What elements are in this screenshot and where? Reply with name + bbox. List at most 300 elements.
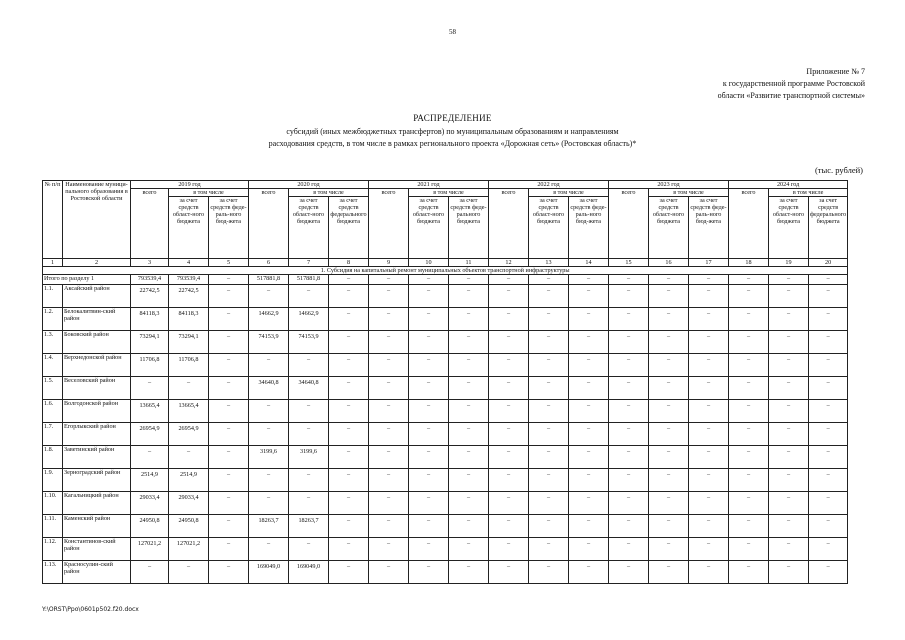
total-row — [43, 275, 848, 285]
cell-value: – — [649, 561, 689, 584]
header-incl: в том числе — [289, 189, 369, 197]
header-regional: за счет средств област-ного бюджета — [529, 197, 569, 259]
cell-value: 34640,8 — [289, 377, 329, 400]
cell-value: – — [169, 377, 209, 400]
header-federal: за счет средств федерального бюджета — [809, 197, 848, 259]
header-total: всего — [369, 189, 409, 259]
cell-value: 29033,4 — [169, 492, 209, 515]
column-number: 20 — [809, 259, 848, 267]
cell-value: – — [449, 423, 489, 446]
cell-value: – — [449, 515, 489, 538]
cell-value: – — [649, 331, 689, 354]
cell-value: – — [569, 492, 609, 515]
cell-value: – — [769, 331, 809, 354]
row-number: 1.10. — [43, 492, 63, 515]
cell-value: – — [449, 400, 489, 423]
cell-value: – — [329, 377, 369, 400]
cell-value: – — [569, 515, 609, 538]
column-number: 5 — [209, 259, 249, 267]
cell-value: – — [409, 308, 449, 331]
header-regional: за счет средств област-ного бюджета — [169, 197, 209, 259]
cell-value: 24950,8 — [131, 515, 169, 538]
appendix-block — [718, 66, 865, 102]
appendix-line-1: Приложение № 7 — [806, 67, 865, 76]
total-value: – — [449, 275, 489, 285]
row-number: 1.11. — [43, 515, 63, 538]
cell-value: – — [289, 354, 329, 377]
total-value: 793539,4 — [169, 275, 209, 285]
column-number: 2 — [63, 259, 131, 267]
cell-value: – — [649, 423, 689, 446]
cell-value: – — [369, 400, 409, 423]
document-title: РАСПРЕДЕЛЕНИЕ — [413, 113, 492, 123]
cell-value: – — [609, 354, 649, 377]
cell-value: – — [689, 354, 729, 377]
cell-value: – — [449, 377, 489, 400]
cell-value: – — [409, 492, 449, 515]
cell-value: – — [209, 492, 249, 515]
cell-value: – — [529, 492, 569, 515]
column-number: 13 — [529, 259, 569, 267]
cell-value: – — [529, 400, 569, 423]
header-incl: в том числе — [769, 189, 848, 197]
cell-value: – — [329, 561, 369, 584]
cell-value: – — [209, 446, 249, 469]
cell-value: 26954,9 — [131, 423, 169, 446]
cell-value: – — [649, 400, 689, 423]
cell-value: – — [769, 492, 809, 515]
cell-value: – — [409, 354, 449, 377]
cell-value: – — [409, 446, 449, 469]
cell-value: – — [489, 538, 529, 561]
cell-value: – — [689, 469, 729, 492]
cell-value: – — [809, 423, 848, 446]
cell-value: – — [289, 492, 329, 515]
cell-value: – — [209, 423, 249, 446]
header-incl: в том числе — [409, 189, 489, 197]
header-no: № п/п — [43, 181, 63, 259]
cell-value: – — [769, 538, 809, 561]
cell-value: 24950,8 — [169, 515, 209, 538]
cell-value: – — [529, 354, 569, 377]
cell-value: – — [729, 446, 769, 469]
total-value: – — [409, 275, 449, 285]
cell-value: 84118,3 — [169, 308, 209, 331]
cell-value: – — [809, 446, 848, 469]
cell-value: – — [329, 285, 369, 308]
cell-value: – — [369, 446, 409, 469]
header-federal: за счет средств феде-раль-ного бюд-жета — [569, 197, 609, 259]
cell-value: – — [649, 377, 689, 400]
cell-value: – — [729, 354, 769, 377]
cell-value: – — [489, 354, 529, 377]
cell-value: – — [769, 446, 809, 469]
cell-value: – — [131, 377, 169, 400]
header-regional: за счет средств област-ного бюджета — [409, 197, 449, 259]
cell-value: 29033,4 — [131, 492, 169, 515]
cell-value: 14662,9 — [249, 308, 289, 331]
column-number: 3 — [131, 259, 169, 267]
cell-value: – — [289, 469, 329, 492]
cell-value: – — [369, 354, 409, 377]
cell-value: – — [449, 285, 489, 308]
cell-value: – — [569, 538, 609, 561]
cell-value: – — [649, 285, 689, 308]
cell-value: – — [329, 400, 369, 423]
cell-value: 26954,9 — [169, 423, 209, 446]
cell-value: – — [729, 331, 769, 354]
cell-value: – — [249, 285, 289, 308]
cell-value: – — [449, 469, 489, 492]
cell-value: – — [729, 515, 769, 538]
cell-value: – — [249, 400, 289, 423]
cell-value: – — [209, 561, 249, 584]
cell-value: – — [489, 515, 529, 538]
cell-value: – — [489, 492, 529, 515]
municipality-name: Кагальницкий район — [63, 492, 131, 515]
cell-value: – — [329, 308, 369, 331]
cell-value: 2514,9 — [169, 469, 209, 492]
total-value: – — [329, 275, 369, 285]
cell-value: – — [409, 538, 449, 561]
header-total: всего — [729, 189, 769, 259]
cell-value: – — [769, 285, 809, 308]
table-row — [43, 285, 848, 308]
table-row — [43, 423, 848, 446]
cell-value: – — [409, 377, 449, 400]
appendix-line-3: области «Развитие транспортной системы» — [717, 91, 865, 100]
municipality-name: Константинов-ский район — [63, 538, 131, 561]
cell-value: – — [609, 446, 649, 469]
cell-value: – — [449, 308, 489, 331]
header-regional: за счет средств област-ного бюджета — [289, 197, 329, 259]
column-number: 14 — [569, 259, 609, 267]
cell-value: – — [569, 446, 609, 469]
total-value: – — [729, 275, 769, 285]
cell-value: – — [809, 400, 848, 423]
cell-value: 13665,4 — [169, 400, 209, 423]
cell-value: – — [449, 354, 489, 377]
row-number: 1.4. — [43, 354, 63, 377]
cell-value: – — [729, 561, 769, 584]
column-number: 15 — [609, 259, 649, 267]
cell-value: – — [209, 538, 249, 561]
cell-value: 14662,9 — [289, 308, 329, 331]
cell-value: – — [649, 354, 689, 377]
cell-value: – — [569, 423, 609, 446]
cell-value: – — [209, 400, 249, 423]
cell-value: – — [809, 469, 848, 492]
cell-value: – — [369, 515, 409, 538]
cell-value: – — [369, 377, 409, 400]
row-number: 1.2. — [43, 308, 63, 331]
municipality-name: Верхнедонской район — [63, 354, 131, 377]
cell-value: – — [529, 469, 569, 492]
distribution-table — [42, 180, 848, 584]
cell-value: – — [131, 561, 169, 584]
cell-value: – — [489, 377, 529, 400]
cell-value: – — [569, 331, 609, 354]
cell-value: 11706,8 — [169, 354, 209, 377]
row-number: 1.13. — [43, 561, 63, 584]
cell-value: – — [489, 469, 529, 492]
cell-value: – — [409, 285, 449, 308]
row-number: 1.6. — [43, 400, 63, 423]
header-total: всего — [609, 189, 649, 259]
cell-value: – — [329, 331, 369, 354]
column-number: 18 — [729, 259, 769, 267]
cell-value: – — [769, 354, 809, 377]
cell-value: 3199,6 — [289, 446, 329, 469]
cell-value: – — [689, 446, 729, 469]
cell-value: – — [689, 561, 729, 584]
cell-value: – — [609, 308, 649, 331]
total-value: 793539,4 — [131, 275, 169, 285]
cell-value: – — [689, 423, 729, 446]
column-number: 1 — [43, 259, 63, 267]
table-row — [43, 354, 848, 377]
cell-value: – — [729, 400, 769, 423]
cell-value: – — [729, 492, 769, 515]
cell-value: – — [529, 423, 569, 446]
row-number: 1.1. — [43, 285, 63, 308]
cell-value: – — [689, 331, 729, 354]
cell-value: 2514,9 — [131, 469, 169, 492]
cell-value: – — [209, 331, 249, 354]
cell-value: – — [329, 515, 369, 538]
cell-value: – — [609, 515, 649, 538]
cell-value: – — [289, 285, 329, 308]
cell-value: – — [569, 308, 609, 331]
cell-value: – — [209, 377, 249, 400]
cell-value: – — [369, 285, 409, 308]
cell-value: – — [369, 308, 409, 331]
column-number: 4 — [169, 259, 209, 267]
cell-value: – — [329, 354, 369, 377]
total-value: – — [809, 275, 848, 285]
cell-value: – — [489, 308, 529, 331]
cell-value: – — [449, 492, 489, 515]
cell-value: – — [249, 469, 289, 492]
total-value: – — [689, 275, 729, 285]
header-federal: за счет средств феде-раль-ного бюд-жета — [689, 197, 729, 259]
total-value: – — [489, 275, 529, 285]
cell-value: – — [409, 423, 449, 446]
cell-value: – — [569, 285, 609, 308]
cell-value: – — [809, 308, 848, 331]
page-number: 58 — [449, 28, 456, 36]
cell-value: – — [249, 538, 289, 561]
header-total: всего — [489, 189, 529, 259]
cell-value: – — [649, 469, 689, 492]
column-number: 10 — [409, 259, 449, 267]
cell-value: – — [769, 561, 809, 584]
cell-value: – — [329, 446, 369, 469]
cell-value: 11706,8 — [131, 354, 169, 377]
appendix-line-2: к государственной программе Ростовской — [722, 79, 865, 88]
cell-value: – — [569, 561, 609, 584]
header-year-2023: 2023 год — [609, 181, 729, 189]
municipality-name: Зерноградский район — [63, 469, 131, 492]
header-federal: за счет средств феде-раль-ного бюд-жета — [209, 197, 249, 259]
table-row — [43, 469, 848, 492]
cell-value: – — [569, 377, 609, 400]
cell-value: – — [409, 515, 449, 538]
column-number-row — [43, 259, 848, 267]
cell-value: 73294,1 — [169, 331, 209, 354]
row-number: 1.3. — [43, 331, 63, 354]
cell-value: – — [449, 331, 489, 354]
cell-value: – — [809, 285, 848, 308]
cell-value: – — [169, 446, 209, 469]
cell-value: – — [809, 515, 848, 538]
cell-value: – — [649, 492, 689, 515]
cell-value: – — [769, 377, 809, 400]
cell-value: – — [249, 423, 289, 446]
cell-value: – — [529, 285, 569, 308]
header-name: Наименование муници-пального образования в Ростовской области — [63, 181, 131, 259]
cell-value: – — [609, 423, 649, 446]
cell-value: – — [649, 308, 689, 331]
cell-value: – — [609, 285, 649, 308]
cell-value: – — [329, 492, 369, 515]
column-number: 17 — [689, 259, 729, 267]
cell-value: – — [609, 492, 649, 515]
cell-value: – — [529, 308, 569, 331]
cell-value: 74153,9 — [289, 331, 329, 354]
cell-value: – — [729, 423, 769, 446]
table-row — [43, 492, 848, 515]
cell-value: – — [529, 377, 569, 400]
cell-value: – — [689, 538, 729, 561]
total-value: – — [569, 275, 609, 285]
municipality-name: Заветинский район — [63, 446, 131, 469]
cell-value: – — [689, 377, 729, 400]
table-row — [43, 561, 848, 584]
cell-value: – — [649, 538, 689, 561]
header-year-2019: 2019 год — [131, 181, 249, 189]
cell-value: – — [489, 400, 529, 423]
cell-value: – — [329, 423, 369, 446]
cell-value: – — [809, 538, 848, 561]
cell-value: – — [369, 538, 409, 561]
cell-value: – — [489, 446, 529, 469]
table-row — [43, 515, 848, 538]
cell-value: – — [489, 561, 529, 584]
municipality-name: Веселовский район — [63, 377, 131, 400]
total-label: Итого по разделу 1 — [43, 275, 131, 285]
row-number: 1.12. — [43, 538, 63, 561]
cell-value: – — [809, 377, 848, 400]
column-number: 11 — [449, 259, 489, 267]
table-row — [43, 400, 848, 423]
cell-value: – — [369, 331, 409, 354]
cell-value: – — [689, 515, 729, 538]
cell-value: – — [449, 561, 489, 584]
table-row — [43, 377, 848, 400]
cell-value: – — [369, 469, 409, 492]
column-number: 9 — [369, 259, 409, 267]
header-total: всего — [249, 189, 289, 259]
cell-value: – — [809, 492, 848, 515]
municipality-name: Белокалитвин-ский район — [63, 308, 131, 331]
cell-value: – — [209, 354, 249, 377]
cell-value: – — [369, 492, 409, 515]
cell-value: – — [409, 469, 449, 492]
cell-value: – — [209, 469, 249, 492]
total-value: – — [529, 275, 569, 285]
total-value: 517881,8 — [289, 275, 329, 285]
cell-value: – — [249, 492, 289, 515]
cell-value: – — [489, 423, 529, 446]
cell-value: – — [809, 561, 848, 584]
cell-value: – — [209, 285, 249, 308]
cell-value: 74153,9 — [249, 331, 289, 354]
table-row — [43, 538, 848, 561]
cell-value: – — [249, 354, 289, 377]
column-number: 7 — [289, 259, 329, 267]
cell-value: – — [649, 446, 689, 469]
cell-value: 18263,7 — [249, 515, 289, 538]
cell-value: – — [289, 400, 329, 423]
cell-value: – — [809, 331, 848, 354]
cell-value: – — [609, 469, 649, 492]
cell-value: – — [609, 331, 649, 354]
cell-value: – — [489, 331, 529, 354]
header-incl: в том числе — [649, 189, 729, 197]
header-year-2020: 2020 год — [249, 181, 369, 189]
cell-value: – — [769, 515, 809, 538]
cell-value: – — [769, 400, 809, 423]
cell-value: – — [329, 538, 369, 561]
cell-value: – — [529, 515, 569, 538]
municipality-name: Боковский район — [63, 331, 131, 354]
cell-value: 22742,5 — [169, 285, 209, 308]
cell-value: – — [609, 538, 649, 561]
cell-value: – — [529, 446, 569, 469]
cell-value: – — [769, 308, 809, 331]
cell-value: – — [729, 377, 769, 400]
table-row — [43, 446, 848, 469]
cell-value: 127021,2 — [131, 538, 169, 561]
header-federal: за счет средств феде-рального бюджета — [449, 197, 489, 259]
cell-value: – — [809, 354, 848, 377]
cell-value: – — [209, 515, 249, 538]
cell-value: 169049,0 — [249, 561, 289, 584]
cell-value: 3199,6 — [249, 446, 289, 469]
cell-value: 18263,7 — [289, 515, 329, 538]
cell-value: – — [289, 538, 329, 561]
cell-value: – — [729, 538, 769, 561]
cell-value: – — [529, 331, 569, 354]
section-title: 1. Субсидия на капитальный ремонт муниципальных объектов транспортной инфраструктуры — [43, 267, 848, 275]
cell-value: – — [609, 377, 649, 400]
column-number: 6 — [249, 259, 289, 267]
cell-value: – — [489, 285, 529, 308]
file-path-footer: Y:\ORST\Ppo\0601p502.f20.docx — [42, 606, 139, 613]
cell-value: – — [769, 469, 809, 492]
units-label: (тыс. рублей) — [814, 165, 863, 175]
header-regional: за счет средств област-ного бюджета — [649, 197, 689, 259]
cell-value: 22742,5 — [131, 285, 169, 308]
header-incl: в том числе — [169, 189, 249, 197]
cell-value: – — [131, 446, 169, 469]
column-number: 19 — [769, 259, 809, 267]
table-row — [43, 308, 848, 331]
cell-value: – — [369, 561, 409, 584]
cell-value: – — [449, 538, 489, 561]
column-number: 12 — [489, 259, 529, 267]
